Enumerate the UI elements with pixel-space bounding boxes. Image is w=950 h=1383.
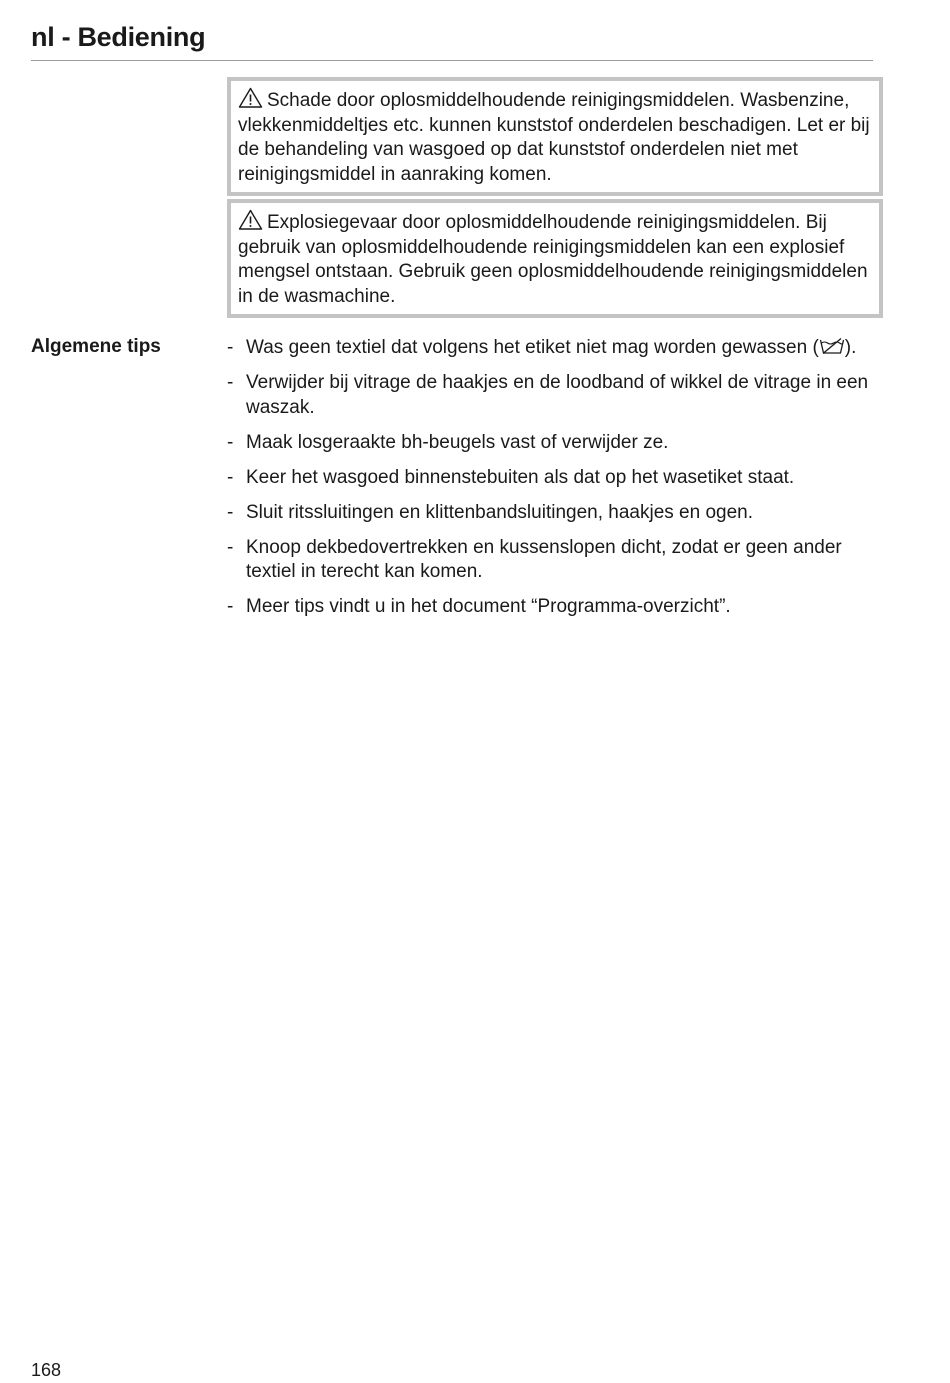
tip-text: Was geen textiel dat volgens het etiket niet mag worden gewassen <box>246 337 808 358</box>
list-item <box>227 595 877 620</box>
list-item <box>227 431 877 456</box>
list-dash: - <box>227 596 234 617</box>
list-dash: - <box>227 431 234 453</box>
page-header <box>31 20 873 61</box>
list-dash: - <box>227 337 234 358</box>
warning-triangle-icon <box>238 209 263 230</box>
tip-paren-close: ). <box>844 337 857 358</box>
do-not-wash-icon <box>819 337 845 355</box>
list-item <box>227 466 877 491</box>
tip-text: Sluit ritssluitingen en klittenbandsluitingen, haakjes en ogen. <box>246 501 753 523</box>
tip-paren-open: ( <box>812 337 819 358</box>
list-item <box>227 371 877 420</box>
tip-text: Maak losgeraakte bh-beugels vast of verwijder ze. <box>246 431 669 453</box>
list-dash: - <box>227 501 234 523</box>
page-title: nl - Bediening <box>31 22 206 52</box>
warning-text-explosion: Explosiegevaar door oplosmiddelhoudende reinigingsmiddelen. Bij gebruik van oplosmiddelhoudende reinigingsmiddelen kan een explosief mengsel ontstaan. Gebruik geen oplosmiddelhoudende reinigingsmiddelen in de wasmachine. <box>238 212 868 307</box>
tip-text: Keer het wasgoed binnenstebuiten als dat op het wasetiket staat. <box>246 466 795 488</box>
tip-text: Meer tips vindt u in het document “Programma-overzicht”. <box>246 596 731 617</box>
section-label-general-tips: Algemene tips <box>31 336 161 357</box>
warning-text-damage: Schade door oplosmiddelhoudende reinigingsmiddelen. Wasbenzine, vlekkenmiddeltjes etc. kunnen kunststof onderdelen beschadigen. Let er bij de behandeling van wasgoed op dat kunststof onderdelen niet met reinigingsmiddel in aanraking komen. <box>238 90 870 185</box>
warning-box-explosion <box>227 199 883 318</box>
warning-triangle-icon <box>238 87 263 108</box>
list-item <box>227 501 877 526</box>
list-dash: - <box>227 372 234 393</box>
tips-list <box>227 336 877 630</box>
tip-text: Knoop dekbedovertrekken en kussenslopen dicht, zodat er geen ander textiel in terecht kan komen. <box>246 536 842 582</box>
list-dash: - <box>227 466 234 488</box>
tip-text: Verwijder bij vitrage de haakjes en de loodband of wikkel de vitrage in een waszak. <box>246 372 869 418</box>
list-item <box>227 336 877 361</box>
warning-box-damage <box>227 77 883 196</box>
page-number: 168 <box>31 1360 62 1380</box>
list-item <box>227 536 877 585</box>
list-dash: - <box>227 536 234 558</box>
